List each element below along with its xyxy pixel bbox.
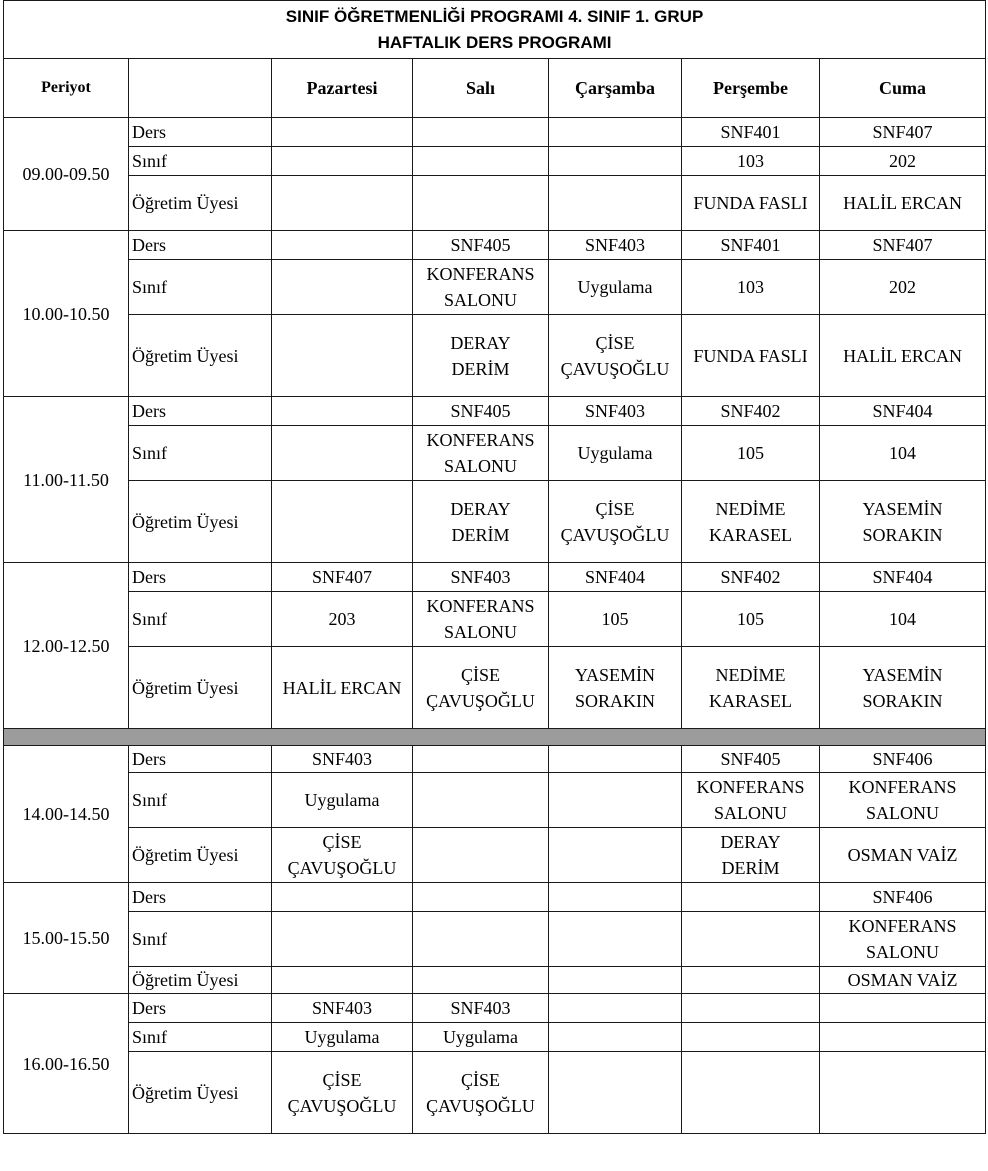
cell-text-line: NEDİME <box>715 498 786 519</box>
period-7-sinif-row <box>4 1023 986 1052</box>
cell-text-line: ÇİSE <box>460 664 500 685</box>
cell-text-line: 104 <box>889 609 917 629</box>
header-day-friday: Cuma <box>820 59 986 118</box>
cell-ders-friday: SNF404 <box>820 397 986 426</box>
period-4-sinif-row <box>4 592 986 647</box>
cell-ders-tuesday <box>413 118 549 147</box>
ders-label: Ders <box>129 994 272 1023</box>
period-1-ogretim-uyesi-row <box>4 176 986 231</box>
period-4-ders-row <box>4 563 986 592</box>
cell-ders-monday: SNF407 <box>272 563 413 592</box>
cell-ogretim-uyesi-wednesday <box>549 1052 682 1134</box>
cell-ders-monday: SNF403 <box>272 746 413 773</box>
title-line-2: HAFTALIK DERS PROGRAMI <box>377 33 612 52</box>
cell-text-line: Uygulama <box>577 277 653 297</box>
cell-ogretim-uyesi-tuesday <box>413 647 549 729</box>
period-time: 16.00-16.50 <box>4 994 129 1134</box>
sinif-label: Sınıf <box>129 1023 272 1052</box>
cell-text-line: ÇAVUŞOĞLU <box>560 524 670 545</box>
cell-ogretim-uyesi-friday <box>820 315 986 397</box>
cell-text-line: 103 <box>737 277 764 297</box>
cell-sinif-tuesday <box>413 592 549 647</box>
header-row <box>4 59 986 118</box>
cell-text-line: KARASEL <box>708 524 792 545</box>
cell-ogretim-uyesi-tuesday <box>413 828 549 883</box>
cell-ders-wednesday: SNF403 <box>549 397 682 426</box>
period-5-ders-row <box>4 746 986 773</box>
cell-ogretim-uyesi-tuesday <box>413 315 549 397</box>
period-time: 14.00-14.50 <box>4 746 129 883</box>
title-row <box>4 1 986 59</box>
cell-ogretim-uyesi-tuesday <box>413 481 549 563</box>
lunch-separator-row <box>4 729 986 746</box>
cell-ders-thursday <box>682 883 820 912</box>
period-5-ogretim-uyesi-row <box>4 828 986 883</box>
cell-ders-monday <box>272 883 413 912</box>
cell-text-line: OSMAN VAİZ <box>847 970 958 990</box>
cell-ogretim-uyesi-friday <box>820 828 986 883</box>
cell-text-line: ÇAVUŞOĞLU <box>560 358 670 379</box>
cell-ogretim-uyesi-tuesday <box>413 1052 549 1134</box>
cell-sinif-friday <box>820 147 986 176</box>
cell-sinif-tuesday <box>413 147 549 176</box>
cell-text-line: Uygulama <box>304 790 380 810</box>
cell-text-line: ÇAVUŞOĞLU <box>426 1095 535 1116</box>
cell-text-line: ÇİSE <box>595 498 635 519</box>
period-5-sinif-row <box>4 773 986 828</box>
cell-ders-monday <box>272 231 413 260</box>
cell-text-line: KONFERANS <box>696 777 805 797</box>
cell-ogretim-uyesi-friday <box>820 967 986 994</box>
cell-sinif-monday <box>272 1023 413 1052</box>
cell-text-line: KONFERANS <box>848 916 957 936</box>
cell-text-line: SALONU <box>443 622 517 642</box>
sinif-label: Sınıf <box>129 147 272 176</box>
cell-text-line: DERAY <box>720 832 781 852</box>
lunch-separator <box>4 729 986 746</box>
cell-ders-friday: SNF404 <box>820 563 986 592</box>
cell-text-line: OSMAN VAİZ <box>847 845 958 865</box>
cell-text-line: HALİL ERCAN <box>843 193 962 213</box>
cell-text-line: 105 <box>601 609 629 629</box>
cell-ders-thursday <box>682 994 820 1023</box>
cell-text-line: DERAY <box>450 498 511 519</box>
cell-text-line: ÇİSE <box>595 332 635 353</box>
cell-ders-wednesday: SNF404 <box>549 563 682 592</box>
page-title <box>4 1 986 59</box>
cell-sinif-wednesday <box>549 147 682 176</box>
period-7-ogretim-uyesi-row <box>4 1052 986 1134</box>
cell-sinif-monday <box>272 426 413 481</box>
period-time: 15.00-15.50 <box>4 883 129 994</box>
cell-ders-thursday: SNF401 <box>682 231 820 260</box>
cell-text-line: FUNDA FASLI <box>693 193 808 213</box>
cell-ders-monday: SNF403 <box>272 994 413 1023</box>
cell-sinif-tuesday <box>413 912 549 967</box>
cell-ders-tuesday: SNF403 <box>413 994 549 1023</box>
period-2-sinif-row <box>4 260 986 315</box>
ders-label: Ders <box>129 231 272 260</box>
cell-sinif-friday <box>820 260 986 315</box>
cell-sinif-wednesday <box>549 773 682 828</box>
cell-sinif-friday <box>820 592 986 647</box>
cell-ders-friday: SNF407 <box>820 118 986 147</box>
cell-ogretim-uyesi-friday <box>820 1052 986 1134</box>
cell-text-line: DERİM <box>451 358 510 379</box>
period-6-ders-row <box>4 883 986 912</box>
cell-text-line: 103 <box>737 151 764 171</box>
cell-ogretim-uyesi-thursday <box>682 481 820 563</box>
cell-text-line: 203 <box>328 609 356 629</box>
cell-sinif-thursday <box>682 426 820 481</box>
period-time: 11.00-11.50 <box>4 397 129 563</box>
cell-sinif-thursday <box>682 1023 820 1052</box>
cell-text-line: 202 <box>889 151 917 171</box>
cell-text-line: SALONU <box>443 456 517 476</box>
period-1-sinif-row <box>4 147 986 176</box>
cell-sinif-tuesday <box>413 260 549 315</box>
cell-text-line: 202 <box>889 277 917 297</box>
period-2-ders-row <box>4 231 986 260</box>
cell-ders-tuesday <box>413 746 549 773</box>
cell-ders-wednesday: SNF403 <box>549 231 682 260</box>
header-day-tuesday: Salı <box>413 59 549 118</box>
schedule-body <box>4 1 986 1134</box>
period-3-ogretim-uyesi-row <box>4 481 986 563</box>
cell-ders-monday <box>272 118 413 147</box>
cell-ders-tuesday: SNF405 <box>413 231 549 260</box>
cell-ogretim-uyesi-monday <box>272 647 413 729</box>
cell-text-line: HALİL ERCAN <box>843 345 962 366</box>
period-3-sinif-row <box>4 426 986 481</box>
sinif-label: Sınıf <box>129 260 272 315</box>
period-7-ders-row <box>4 994 986 1023</box>
cell-sinif-monday <box>272 147 413 176</box>
cell-text-line: DERİM <box>451 524 510 545</box>
cell-sinif-thursday <box>682 912 820 967</box>
cell-text-line: SORAKIN <box>574 690 655 711</box>
cell-sinif-monday <box>272 773 413 828</box>
ogretim-uyesi-label: Öğretim Üyesi <box>129 1052 272 1134</box>
cell-sinif-wednesday <box>549 592 682 647</box>
cell-ogretim-uyesi-tuesday <box>413 967 549 994</box>
period-3-ders-row <box>4 397 986 426</box>
cell-sinif-tuesday <box>413 426 549 481</box>
cell-ders-wednesday <box>549 883 682 912</box>
cell-ders-wednesday <box>549 746 682 773</box>
ders-label: Ders <box>129 746 272 773</box>
ogretim-uyesi-label: Öğretim Üyesi <box>129 176 272 231</box>
cell-text-line: SALONU <box>443 290 517 310</box>
ders-label: Ders <box>129 397 272 426</box>
cell-ders-friday: SNF406 <box>820 883 986 912</box>
cell-sinif-friday <box>820 912 986 967</box>
cell-ders-thursday: SNF402 <box>682 563 820 592</box>
cell-sinif-wednesday <box>549 260 682 315</box>
cell-sinif-wednesday <box>549 426 682 481</box>
cell-sinif-monday <box>272 260 413 315</box>
ogretim-uyesi-label: Öğretim Üyesi <box>129 315 272 397</box>
cell-text-line: ÇAVUŞOĞLU <box>426 690 535 711</box>
cell-ders-thursday: SNF405 <box>682 746 820 773</box>
cell-text-line: DERAY <box>450 332 511 353</box>
cell-text-line: NEDİME <box>715 664 786 685</box>
cell-ders-tuesday: SNF405 <box>413 397 549 426</box>
cell-sinif-monday <box>272 592 413 647</box>
period-1-ders-row <box>4 118 986 147</box>
period-6-ogretim-uyesi-row <box>4 967 986 994</box>
cell-ogretim-uyesi-monday <box>272 967 413 994</box>
cell-text-line: YASEMİN <box>574 664 655 685</box>
cell-ders-friday: SNF407 <box>820 231 986 260</box>
cell-text-line: SORAKIN <box>862 524 943 545</box>
cell-ogretim-uyesi-thursday <box>682 315 820 397</box>
header-blank <box>129 59 272 118</box>
cell-sinif-tuesday <box>413 1023 549 1052</box>
cell-text-line: 105 <box>737 609 764 629</box>
cell-text-line: 104 <box>889 443 917 463</box>
sinif-label: Sınıf <box>129 912 272 967</box>
cell-sinif-thursday <box>682 147 820 176</box>
cell-ogretim-uyesi-wednesday <box>549 176 682 231</box>
cell-ders-wednesday <box>549 994 682 1023</box>
ogretim-uyesi-label: Öğretim Üyesi <box>129 967 272 994</box>
cell-ders-friday: SNF406 <box>820 746 986 773</box>
cell-text-line: YASEMİN <box>862 664 943 685</box>
header-periyot: Periyot <box>4 59 129 118</box>
cell-text-line: FUNDA FASLI <box>693 345 808 366</box>
ders-label: Ders <box>129 563 272 592</box>
ders-label: Ders <box>129 883 272 912</box>
cell-ogretim-uyesi-monday <box>272 1052 413 1134</box>
cell-ogretim-uyesi-wednesday <box>549 647 682 729</box>
cell-ogretim-uyesi-wednesday <box>549 481 682 563</box>
sinif-label: Sınıf <box>129 426 272 481</box>
cell-text-line: ÇAVUŞOĞLU <box>287 858 397 878</box>
header-day-monday: Pazartesi <box>272 59 413 118</box>
cell-text-line: Uygulama <box>304 1027 380 1047</box>
cell-text-line: Uygulama <box>443 1027 518 1047</box>
cell-sinif-thursday <box>682 773 820 828</box>
period-6-sinif-row <box>4 912 986 967</box>
cell-ogretim-uyesi-thursday <box>682 176 820 231</box>
cell-text-line: SALONU <box>866 803 940 823</box>
cell-text-line: ÇİSE <box>322 832 362 852</box>
cell-text-line: 105 <box>737 443 764 463</box>
cell-text-line: ÇAVUŞOĞLU <box>287 1095 397 1116</box>
cell-text-line: Uygulama <box>577 443 653 463</box>
cell-ders-thursday: SNF401 <box>682 118 820 147</box>
cell-text-line: KONFERANS <box>426 264 535 284</box>
sinif-label: Sınıf <box>129 773 272 828</box>
cell-ders-wednesday <box>549 118 682 147</box>
weekly-schedule-table <box>3 0 986 1134</box>
cell-ogretim-uyesi-monday <box>272 828 413 883</box>
header-day-wednesday: Çarşamba <box>549 59 682 118</box>
cell-ders-tuesday <box>413 883 549 912</box>
period-time: 10.00-10.50 <box>4 231 129 397</box>
cell-sinif-monday <box>272 912 413 967</box>
period-4-ogretim-uyesi-row <box>4 647 986 729</box>
cell-ogretim-uyesi-thursday <box>682 967 820 994</box>
cell-ders-tuesday: SNF403 <box>413 563 549 592</box>
cell-sinif-thursday <box>682 260 820 315</box>
cell-ders-monday <box>272 397 413 426</box>
cell-ogretim-uyesi-thursday <box>682 1052 820 1134</box>
ogretim-uyesi-label: Öğretim Üyesi <box>129 828 272 883</box>
cell-sinif-friday <box>820 426 986 481</box>
cell-text-line: SALONU <box>866 942 940 962</box>
sinif-label: Sınıf <box>129 592 272 647</box>
period-time: 09.00-09.50 <box>4 118 129 231</box>
cell-text-line: DERİM <box>721 858 780 878</box>
cell-text-line: SORAKIN <box>862 690 943 711</box>
cell-ogretim-uyesi-tuesday <box>413 176 549 231</box>
cell-text-line: SALONU <box>713 803 787 823</box>
period-2-ogretim-uyesi-row <box>4 315 986 397</box>
cell-sinif-friday <box>820 1023 986 1052</box>
cell-ogretim-uyesi-wednesday <box>549 828 682 883</box>
cell-sinif-wednesday <box>549 912 682 967</box>
ogretim-uyesi-label: Öğretim Üyesi <box>129 647 272 729</box>
title-line-1: SINIF ÖĞRETMENLİĞİ PROGRAMI 4. SINIF 1. GRUP <box>285 7 704 26</box>
cell-ders-thursday: SNF402 <box>682 397 820 426</box>
cell-text-line: ÇİSE <box>460 1069 500 1090</box>
cell-ders-friday <box>820 994 986 1023</box>
cell-ogretim-uyesi-thursday <box>682 828 820 883</box>
cell-text-line: HALİL ERCAN <box>282 677 402 698</box>
cell-ogretim-uyesi-friday <box>820 481 986 563</box>
cell-text-line: KONFERANS <box>426 596 535 616</box>
ogretim-uyesi-label: Öğretim Üyesi <box>129 481 272 563</box>
cell-ogretim-uyesi-monday <box>272 176 413 231</box>
cell-sinif-thursday <box>682 592 820 647</box>
cell-sinif-friday <box>820 773 986 828</box>
cell-ogretim-uyesi-monday <box>272 481 413 563</box>
ders-label: Ders <box>129 118 272 147</box>
period-time: 12.00-12.50 <box>4 563 129 729</box>
cell-ogretim-uyesi-wednesday <box>549 315 682 397</box>
cell-ogretim-uyesi-wednesday <box>549 967 682 994</box>
cell-sinif-wednesday <box>549 1023 682 1052</box>
cell-text-line: KONFERANS <box>848 777 957 797</box>
header-day-thursday: Perşembe <box>682 59 820 118</box>
cell-ogretim-uyesi-monday <box>272 315 413 397</box>
cell-ogretim-uyesi-thursday <box>682 647 820 729</box>
cell-ogretim-uyesi-friday <box>820 176 986 231</box>
cell-ogretim-uyesi-friday <box>820 647 986 729</box>
cell-text-line: ÇİSE <box>322 1069 362 1090</box>
cell-text-line: KONFERANS <box>426 430 535 450</box>
cell-sinif-tuesday <box>413 773 549 828</box>
cell-text-line: YASEMİN <box>862 498 943 519</box>
cell-text-line: KARASEL <box>708 690 792 711</box>
